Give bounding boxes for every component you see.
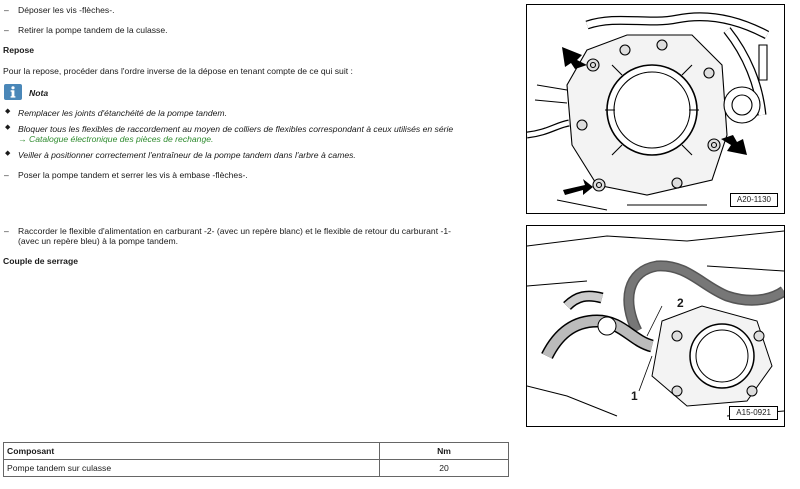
dash-marker: – (4, 170, 9, 180)
torque-heading: Couple de serrage (3, 256, 78, 266)
figure-fuel-hoses (526, 225, 785, 427)
table-row (4, 460, 509, 477)
column-header-nm: Nm (380, 443, 509, 460)
torque-table (3, 442, 509, 477)
figure-label: A15-0921 (729, 406, 778, 420)
callout-1: 1 (631, 389, 638, 403)
pump-illustration (527, 5, 784, 213)
bullet-text: Bloquer tous les flexibles de raccordement au moyen de colliers de flexibles correspondant à ceux utilisés en série (18, 124, 454, 134)
bullet-text: Remplacer les joints d'étanchéité de la pompe tandem. (18, 108, 227, 118)
table-cell-composant: Pompe tandem sur culasse (4, 460, 380, 477)
info-icon (4, 84, 22, 100)
catalogue-link[interactable]: → Catalogue électronique des pièces de rechange. (18, 134, 214, 144)
step-text-line2: (avec un repère bleu) à la pompe tandem. (18, 236, 179, 246)
step-text: Déposer les vis -flèches-. (18, 5, 115, 15)
figure-tandem-pump-removal (526, 4, 785, 214)
bullet-icon: ◆ (5, 150, 11, 157)
dash-marker: – (4, 5, 9, 15)
hose-illustration (527, 226, 784, 426)
repose-intro: Pour la repose, procéder dans l'ordre inverse de la dépose en tenant compte de ce qui suit : (3, 66, 353, 76)
step-text: Retirer la pompe tandem de la culasse. (18, 25, 168, 35)
repose-heading: Repose (3, 45, 35, 55)
step-deposer-vis (0, 5, 510, 17)
figure-label: A20-1130 (730, 193, 778, 207)
column-header-composant: Composant (4, 443, 380, 460)
nota-title: Nota (29, 88, 49, 98)
table-header-row (4, 443, 509, 460)
bullet-icon: ◆ (5, 108, 11, 115)
bullet-icon: ◆ (5, 124, 11, 131)
dash-marker: – (4, 25, 9, 35)
dash-marker: – (4, 226, 9, 236)
step-retirer-pompe (0, 25, 510, 37)
step-text: Poser la pompe tandem et serrer les vis à embase -flèches-. (18, 170, 248, 180)
callout-2: 2 (677, 296, 684, 310)
bullet-text: Veiller à positionner correctement l'entraîneur de la pompe tandem dans l'arbre à cames. (18, 150, 356, 160)
table-cell-nm: 20 (380, 460, 509, 477)
nota-bullet-colliers (0, 124, 510, 146)
step-raccorder-flexibles (0, 226, 512, 250)
step-text-line1: Raccorder le flexible d'alimentation en carburant -2- (avec un repère blanc) et le flexible de retour du carburant -1- (18, 226, 451, 236)
